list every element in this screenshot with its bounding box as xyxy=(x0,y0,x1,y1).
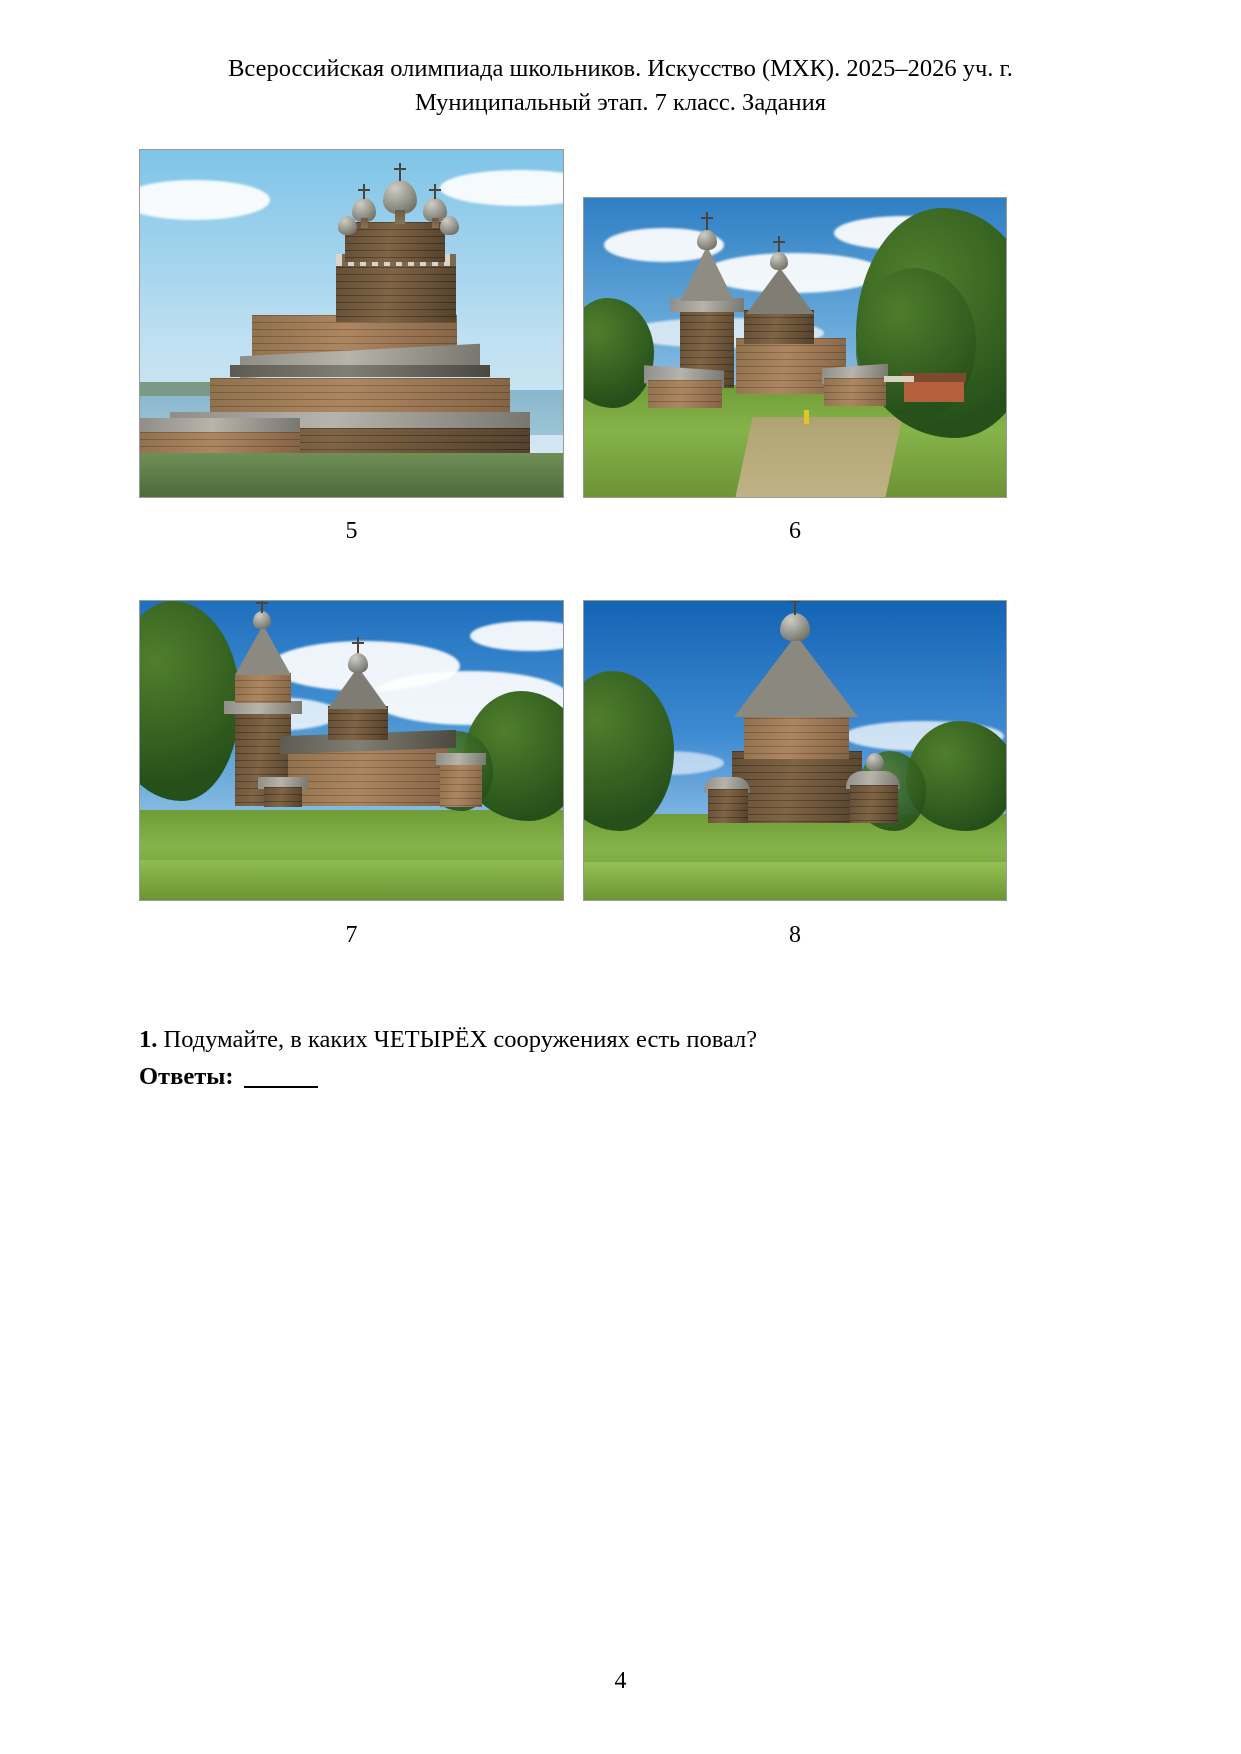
figure-row-1-captions xyxy=(139,506,1007,544)
question-number: 1. xyxy=(139,1026,158,1053)
answer-label: Ответы: xyxy=(139,1063,234,1090)
figure-row-2-captions xyxy=(139,910,1007,948)
figure-7-image xyxy=(139,600,564,901)
question-text: Подумайте, в каких ЧЕТЫРЁХ сооружениях есть повал? xyxy=(163,1026,758,1053)
figure-8-caption: 8 xyxy=(789,922,801,948)
figure-7-caption: 7 xyxy=(345,922,358,948)
page-number: 4 xyxy=(614,1668,627,1694)
figure-6 xyxy=(583,197,1007,498)
page-header xyxy=(0,52,1241,120)
figure-row-1 xyxy=(139,143,1007,544)
figure-6-image xyxy=(583,197,1007,498)
answer-block xyxy=(139,1063,318,1091)
figure-grid xyxy=(139,143,1007,980)
figure-7 xyxy=(139,600,564,901)
figure-6-caption: 6 xyxy=(789,518,801,544)
figure-8-image xyxy=(583,600,1007,901)
figure-5-image xyxy=(139,149,564,498)
figure-row-2 xyxy=(139,590,1007,980)
question-block xyxy=(139,1018,1099,1062)
figure-8 xyxy=(583,600,1007,901)
header-line-2: Муниципальный этап. 7 класс. Задания xyxy=(414,89,827,116)
answer-input[interactable] xyxy=(244,1066,318,1088)
figure-5-caption: 5 xyxy=(345,518,358,544)
header-line-1: Всероссийская олимпиада школьников. Искусство (МХК). 2025–2026 уч. г. xyxy=(228,55,1013,82)
figure-5 xyxy=(139,149,564,498)
